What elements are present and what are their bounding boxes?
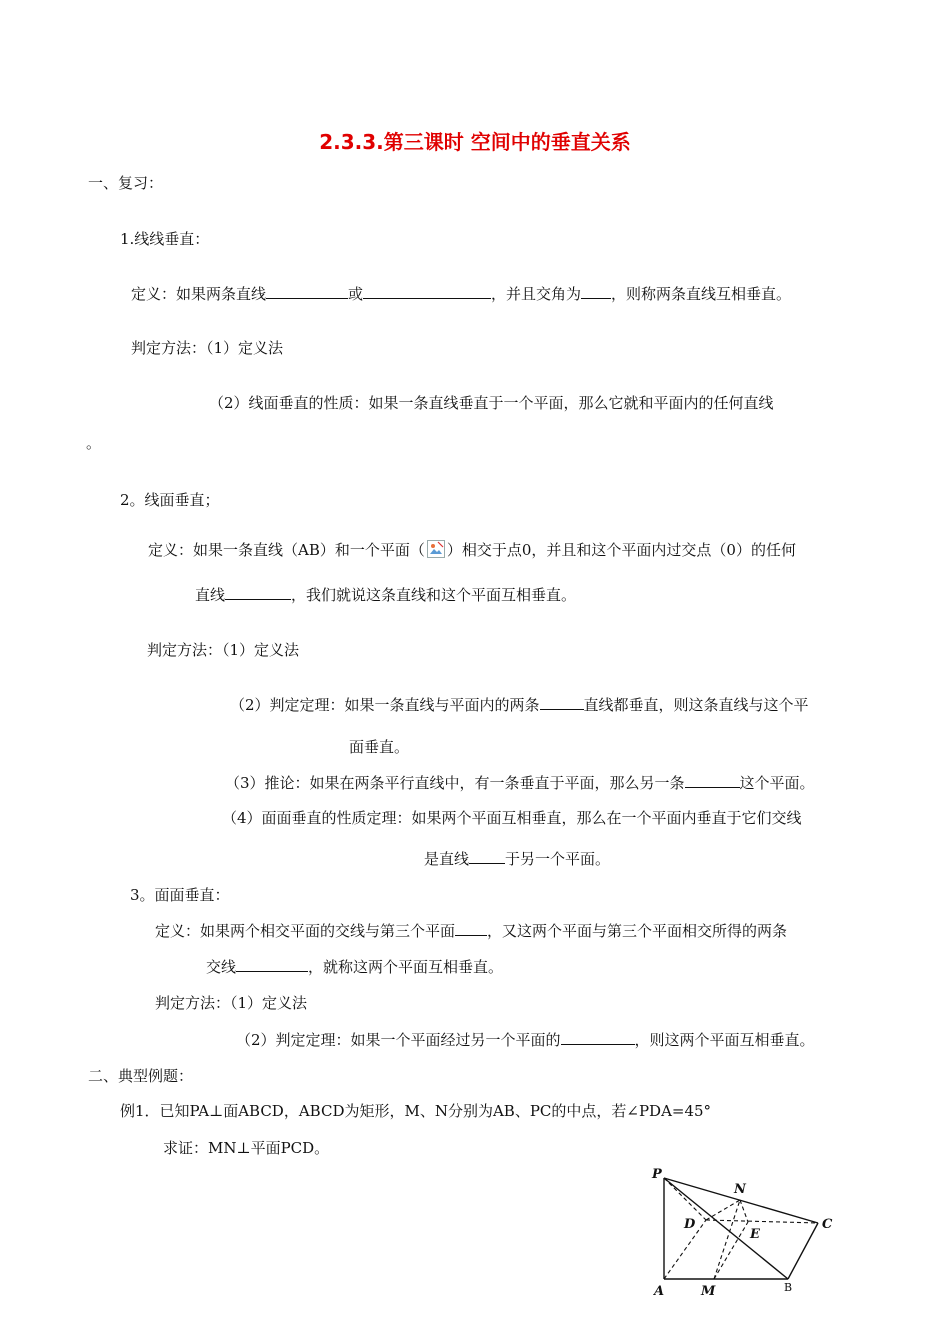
section-2-heading: 二、典型例题： (88, 1067, 194, 1085)
blank-field[interactable] (225, 585, 291, 600)
item-2-method-3 (225, 773, 815, 793)
text: （2）判定定理：如果一个平面经过另一个平面的 (236, 1031, 561, 1049)
text: ）相交于点0，并且和这个平面内过交点（0）的任何 (446, 541, 796, 559)
segment-ne (740, 1200, 748, 1222)
page-title: 2.3.3.第三课时 空间中的垂直关系 (319, 130, 631, 154)
text: （2）判定定理：如果一条直线与平面内的两条 (230, 696, 540, 714)
blank-field[interactable] (561, 1030, 635, 1045)
segment-me (714, 1222, 748, 1279)
text: ，就称这两个平面互相垂直。 (308, 958, 504, 976)
text: 定义：如果一条直线（AB）和一个平面（ (148, 541, 425, 559)
label-d: D (684, 1217, 696, 1232)
text: 定义：如果两个相交平面的交线与第三个平面 (155, 922, 456, 940)
text: ，则称两条直线互相垂直。 (611, 285, 792, 303)
text: ，则这两个平面互相垂直。 (634, 1031, 815, 1049)
blank-field[interactable] (266, 284, 348, 299)
blank-field[interactable] (363, 284, 491, 299)
geometry-figure (648, 1162, 844, 1298)
item-2-heading: 2。线面垂直； (120, 491, 220, 509)
segment-mn (714, 1200, 740, 1279)
item-3-definition (155, 921, 787, 941)
example-1-statement: 例1．已知PA⊥面ABCD，ABCD为矩形，M、N分别为AB、PC的中点，若∠PDA=45° (120, 1102, 712, 1120)
item-1-method: 判定方法：（1）定义法 (131, 339, 284, 357)
text: 直线 (195, 586, 226, 604)
edge-bc (788, 1223, 818, 1279)
blank-field[interactable] (685, 773, 740, 788)
item-3-heading: 3。面面垂直： (130, 886, 230, 904)
text: 定义：如果两条直线 (131, 285, 267, 303)
label-n: N (734, 1182, 746, 1197)
blank-field[interactable] (455, 921, 487, 936)
text: ，又这两个平面与第三个平面相交所得的两条 (487, 922, 788, 940)
label-p: P (652, 1167, 662, 1182)
item-3-method: 判定方法：（1）定义法 (155, 994, 308, 1012)
text: 于另一个平面。 (505, 850, 611, 868)
text: （3）推论：如果在两条平行直线中，有一条垂直于平面，那么另一条 (225, 774, 685, 792)
item-2-method-2 (230, 695, 809, 715)
label-m: M (701, 1284, 716, 1298)
broken-image-icon (427, 540, 445, 558)
item-3-definition-cont (206, 957, 503, 977)
item-2-method-2-cont: 面垂直。 (349, 738, 410, 756)
item-2-definition (148, 540, 796, 560)
item-1-method-2-end: 。 (86, 434, 102, 452)
label-c: C (822, 1217, 833, 1232)
section-1-heading: 一、复习： (88, 174, 164, 192)
text: 或 (348, 285, 364, 303)
blank-field[interactable] (581, 284, 611, 299)
item-2-method: 判定方法：（1）定义法 (147, 641, 300, 659)
edge-dc (706, 1220, 818, 1223)
example-1-proof-goal: 求证：MN⊥平面PCD。 (163, 1139, 330, 1157)
item-1-definition (131, 284, 791, 304)
blank-field[interactable] (540, 695, 584, 710)
label-a: A (654, 1284, 665, 1298)
text: ，我们就说这条直线和这个平面互相垂直。 (291, 586, 577, 604)
label-e: E (750, 1227, 760, 1242)
text: 交线 (206, 958, 237, 976)
text: 是直线 (424, 850, 470, 868)
text: 直线都垂直，则这条直线与这个平 (583, 696, 809, 714)
text: ，并且交角为 (491, 285, 582, 303)
blank-field[interactable] (469, 849, 505, 864)
edge-pb (664, 1178, 788, 1279)
blank-field[interactable] (236, 957, 308, 972)
item-3-method-2 (236, 1030, 815, 1050)
item-1-heading: 1.线线垂直： (120, 230, 210, 248)
item-1-method-2: （2）线面垂直的性质：如果一条直线垂直于一个平面，那么它就和平面内的任何直线 (209, 394, 774, 412)
label-b: B (784, 1281, 793, 1294)
item-2-definition-cont (195, 585, 576, 605)
item-2-method-4: （4）面面垂直的性质定理：如果两个平面互相垂直，那么在一个平面内垂直于它们交线 (222, 809, 802, 827)
item-2-method-4-cont (424, 849, 610, 869)
text: 这个平面。 (739, 774, 815, 792)
